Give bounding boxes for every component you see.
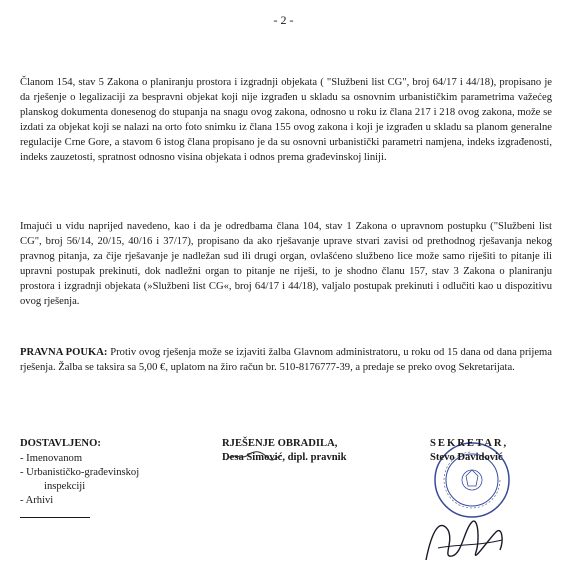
secretary-block: [430, 437, 565, 465]
delivered-to-item: inspekciji: [44, 481, 86, 492]
paragraph-article-154: Članom 154, stav 5 Zakona o planiranju prostora i izgradnji objekata ( "Službeni list CG", broj 64/17 i 44/18), propisano je da rješenje o legalizaciji za bespravni objekat koji nije izgrađen u skladu sa osnovnim urbanističkim parametrima važećeg planskog dokumenta donesenog do stupanja na snagu ovog zakona, odnosno u roku iz člana 217 i 218 ovog zakona, može se izdati za objekat koji se nalazi na orto foto snimku iz člana 155 ovog zakona i koji je izgrađen u skladu sa planom generalne regulacije Crne Gore, a stavom 6 istog člana propisano je da su osnovni urbanistički parametri namjena, indeks izgrađenosti, indeks zauzetosti, spratnost odnosno visina objekata i odnos prema građevinskoj liniji.: [20, 77, 552, 163]
delivered-to-block: [20, 437, 220, 508]
archive-underline: [20, 517, 90, 518]
prepared-by-signature-icon: [224, 449, 284, 463]
delivered-to-heading: DOSTAVLJENO:: [20, 438, 101, 449]
secretary-title: SEKRETAR,: [430, 438, 509, 449]
delivered-to-item: - Urbanističko-građevinskoj: [20, 467, 140, 478]
paragraph-decision-reasoning: Imajući u vidu naprijed navedeno, kao i da je odredbama člana 104, stav 1 Zakona o upravnom postupku ("Službeni list CG", broj 56/14, 20/15, 40/16 i 37/17), propisano da ako rješavanje uprave stvari zavisi od prethodnog rješavanja nekog pravnog pitanja, za čije rješavanje je nadležan sud ili drugi organ, ovlašćeno službeno lice može samo riješiti to pitanje ili upravni postupak prekinuti, dok nadležni organ to pitanje ne riješi, to je shodno članu 157, stav 3 Zakona o planiranju prostora i izgradnji objekata (»Službeni list CG«, broj 64/17 i 44/18), valjalo postupak prekinuti i odlučiti kao u dispozitivu ovog rješenja.: [20, 221, 552, 307]
page-number: - 2 -: [273, 13, 294, 27]
legal-remedy-label: PRAVNA POUKA:: [20, 347, 108, 358]
delivered-to-item: - Arhivi: [20, 495, 54, 506]
secretary-signature-icon: [418, 500, 508, 570]
legal-remedy-text: Protiv ovog rješenja može se izjaviti žalba Glavnom administratoru, u roku od 15 dana od dana prijema rješenja. Žalba se taksira sa 5,00 €, uplatom na žiro račun br. 510-8176777-39, a predaje se preko ovog Sekretarijata.: [20, 347, 552, 373]
secretary-name: Stevo Davidović: [430, 452, 503, 463]
paragraph-legal-remedy: [20, 345, 552, 375]
prepared-by-name: Desa Simović, dipl. pravnik: [222, 452, 347, 463]
prepared-by-heading: RJEŠENJE OBRADILA,: [222, 438, 338, 449]
delivered-to-item: - Imenovanom: [20, 453, 83, 464]
